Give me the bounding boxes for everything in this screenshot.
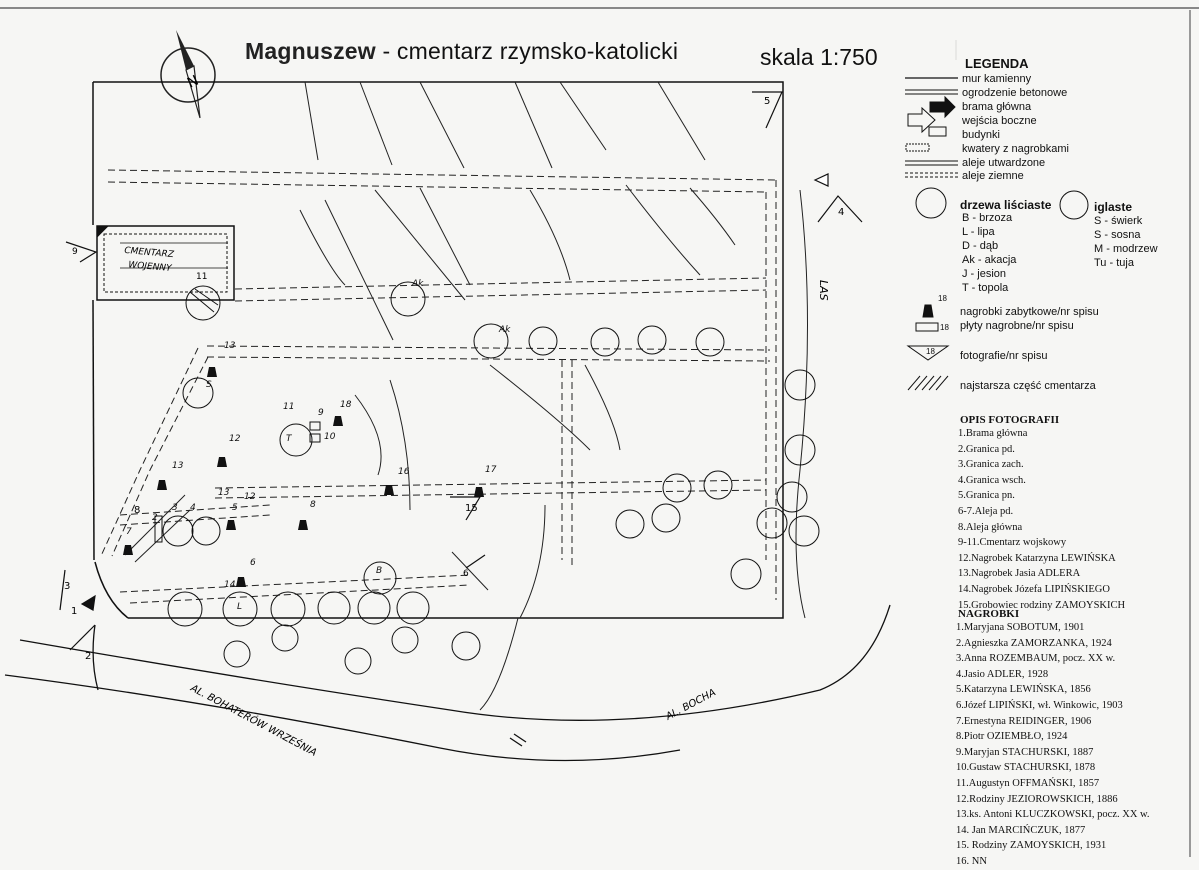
grave-number: 11 — [283, 402, 295, 412]
grave-number: 4 — [190, 503, 196, 513]
tree-letter: Ak — [412, 279, 424, 289]
street-label-bocha: AL. BOCHA — [664, 687, 718, 723]
grave-number: 16 — [398, 467, 410, 477]
grave-item: 6.Józef LIPIŃSKI, wł. Winkowic, 1903 — [956, 699, 1123, 711]
legend-oldest-part: najstarsza część cmentarza — [960, 380, 1096, 392]
legend-stone-wall: mur kamienny — [962, 73, 1032, 85]
legend-tomb-monuments: nagrobki zabytkowe/nr spisu — [960, 306, 1099, 318]
map-scale: skala 1:750 — [760, 44, 878, 70]
trees — [163, 188, 1088, 674]
legend-deciduous-title: drzewa liściaste — [960, 198, 1052, 212]
legend-paved-alleys: aleje utwardzone — [962, 157, 1046, 169]
photo-description-item: 4.Granica wsch. — [958, 474, 1026, 486]
grave-number: 18 — [340, 400, 352, 410]
roads — [5, 605, 890, 761]
legend-tomb-slabs: płyty nagrobne/nr spisu — [960, 320, 1074, 332]
photo-number: 11 — [196, 272, 208, 282]
grave-item: 13.ks. Antoni KLUCZKOWSKI, pocz. XX w. — [956, 809, 1150, 821]
legend-buildings: budynki — [962, 129, 1000, 141]
grave-item: 11.Augustyn OFFMAŃSKI, 1857 — [956, 777, 1100, 789]
title-description: - cmentarz rzymsko-katolicki — [375, 38, 679, 64]
grave-number: 7 — [126, 527, 132, 537]
photo-number: 1 — [71, 606, 78, 617]
grave-number: 3 — [172, 503, 178, 513]
photo-number: 6 — [463, 569, 469, 579]
photo-number: 4 — [838, 207, 845, 218]
photo-number: 15 — [465, 503, 478, 514]
legend-sample-number: 18 — [940, 323, 949, 332]
tree-letter: B — [376, 566, 383, 576]
grave-item: 12.Rodziny JEZIOROWSKICH, 1886 — [956, 793, 1118, 805]
photo-description-list — [958, 426, 1125, 613]
grave-item: 2.Agnieszka ZAMORZANKA, 1924 — [956, 637, 1112, 649]
grave-item: 9.Maryjan STACHURSKI, 1887 — [956, 746, 1094, 758]
alleys — [101, 170, 776, 603]
legend-tree-poplar: T - topola — [962, 282, 1009, 294]
photo-description-item: 15.Grobowiec rodziny ZAMOYSKICH — [958, 599, 1126, 611]
photo-description-item: 9-11.Cmentarz wojskowy — [958, 537, 1067, 549]
photo-description-item: 2.Granica pd. — [958, 443, 1015, 455]
grave-number: 5 — [232, 503, 238, 513]
photo-description-title: OPIS FOTOGRAFII — [960, 414, 1060, 426]
grave-item: 7.Ernestyna REIDINGER, 1906 — [956, 715, 1092, 727]
grave-number: 13 — [224, 341, 236, 351]
grave-markers — [123, 367, 484, 587]
tree-letter: L — [237, 602, 243, 612]
legend-tree-spruce: S - świerk — [1094, 215, 1143, 227]
grave-item: 5.Katarzyna LEWIŃSKA, 1856 — [956, 684, 1091, 696]
grave-number: 13 — [218, 488, 230, 498]
grave-item: 4.Jasio ADLER, 1928 — [956, 668, 1049, 680]
title-place: Magnuszew — [245, 38, 376, 64]
oldest-part-hatching — [125, 82, 735, 710]
legend-conifer-title: iglaste — [1094, 200, 1133, 214]
photo-description-item: 12.Nagrobek Katarzyna LEWIŃSKA — [958, 552, 1116, 564]
photo-description-item: 8.Aleja główna — [958, 521, 1023, 533]
legend-main-gate: brama główna — [962, 101, 1032, 113]
map-title — [245, 38, 678, 65]
compass-letter: N — [184, 72, 202, 92]
grave-item: 16. NN — [956, 855, 987, 867]
grave-number: 9 — [318, 408, 324, 418]
legend-sample-number: 18 — [926, 347, 935, 356]
legend-grave-quarters: kwatery z nagrobkami — [962, 143, 1069, 155]
grave-item: 14. Jan MARCIŃCZUK, 1877 — [956, 824, 1086, 836]
photo-number: 2 — [85, 651, 92, 662]
photo-number: 9 — [72, 247, 78, 257]
photo-description-item: 6-7.Aleja pd. — [958, 505, 1014, 517]
tree-letter: S — [206, 380, 212, 390]
grave-number: 17 — [485, 465, 497, 475]
grave-item: 1.Maryjana SOBOTUM, 1901 — [956, 622, 1085, 633]
graves-list — [956, 620, 1150, 870]
legend-photos: fotografie/nr spisu — [960, 350, 1048, 362]
grave-item: 15. Rodziny ZAMOYSKICH, 1931 — [956, 840, 1107, 852]
photo-number: 5 — [764, 96, 771, 107]
legend-title: LEGENDA — [965, 56, 1029, 71]
legend-tree-larch: M - modrzew — [1094, 243, 1158, 255]
grave-item: 3.Anna ROZEMBAUM, pocz. XX w. — [956, 653, 1116, 665]
photo-description-item: 5.Granica pn. — [958, 490, 1015, 502]
legend-tree-linden: L - lipa — [962, 226, 995, 238]
grave-number: 8 — [310, 500, 316, 510]
legend-tree-acacia: Ak - akacja — [962, 254, 1017, 266]
photo-description-item: 3.Granica zach. — [958, 459, 1024, 471]
street-label-bohaterow: AL. BOHATERÓW WRZEŚNIA — [188, 682, 319, 759]
grave-number: 14 — [224, 580, 236, 590]
compass-icon — [161, 30, 215, 118]
legend-tree-pine: S - sosna — [1094, 229, 1141, 241]
tree-letter: Ak — [499, 325, 511, 335]
photo-number: 3 — [64, 581, 71, 592]
tree-letter: T — [286, 434, 292, 444]
legend-dirt-alleys: aleje ziemne — [962, 170, 1024, 182]
grave-number: 10 — [324, 432, 336, 442]
legend-concrete-fence: ogrodzenie betonowe — [962, 87, 1068, 99]
grave-number: 12 — [244, 492, 256, 502]
grave-number: 2 — [152, 513, 158, 523]
grave-number: 13 — [172, 461, 184, 471]
forest-edge — [796, 190, 808, 618]
grave-item: 8.Piotr OZIEMBŁO, 1924 — [956, 731, 1068, 743]
legend-side-entrances: wejścia boczne — [962, 115, 1037, 127]
grave-number: 6 — [250, 558, 256, 568]
photo-description-item: 1.Brama główna — [958, 428, 1028, 439]
war-cemetery-label-2: WOJENNY — [127, 260, 172, 274]
legend-tree-oak: D - dąb — [962, 240, 999, 252]
graves-title: NAGROBKI — [958, 608, 1020, 620]
photo-description-item: 13.Nagrobek Jasia ADLERA — [958, 568, 1081, 580]
grave-item: 10.Gustaw STACHURSKI, 1878 — [956, 762, 1096, 774]
war-cemetery-label-1: CMENTARZ — [123, 245, 175, 261]
legend-sample-number: 18 — [938, 294, 947, 303]
grave-number: 12 — [229, 434, 241, 444]
forest-label: LAS — [817, 280, 830, 301]
legend-tree-ash: J - jesion — [962, 268, 1007, 280]
legend-tree-thuja: Tu - tuja — [1094, 257, 1134, 269]
legend-tree-birch: B - brzoza — [962, 212, 1013, 224]
photo-number: 8 — [134, 505, 141, 516]
photo-description-item: 14.Nagrobek Józefa LIPIŃSKIEGO — [958, 583, 1110, 595]
